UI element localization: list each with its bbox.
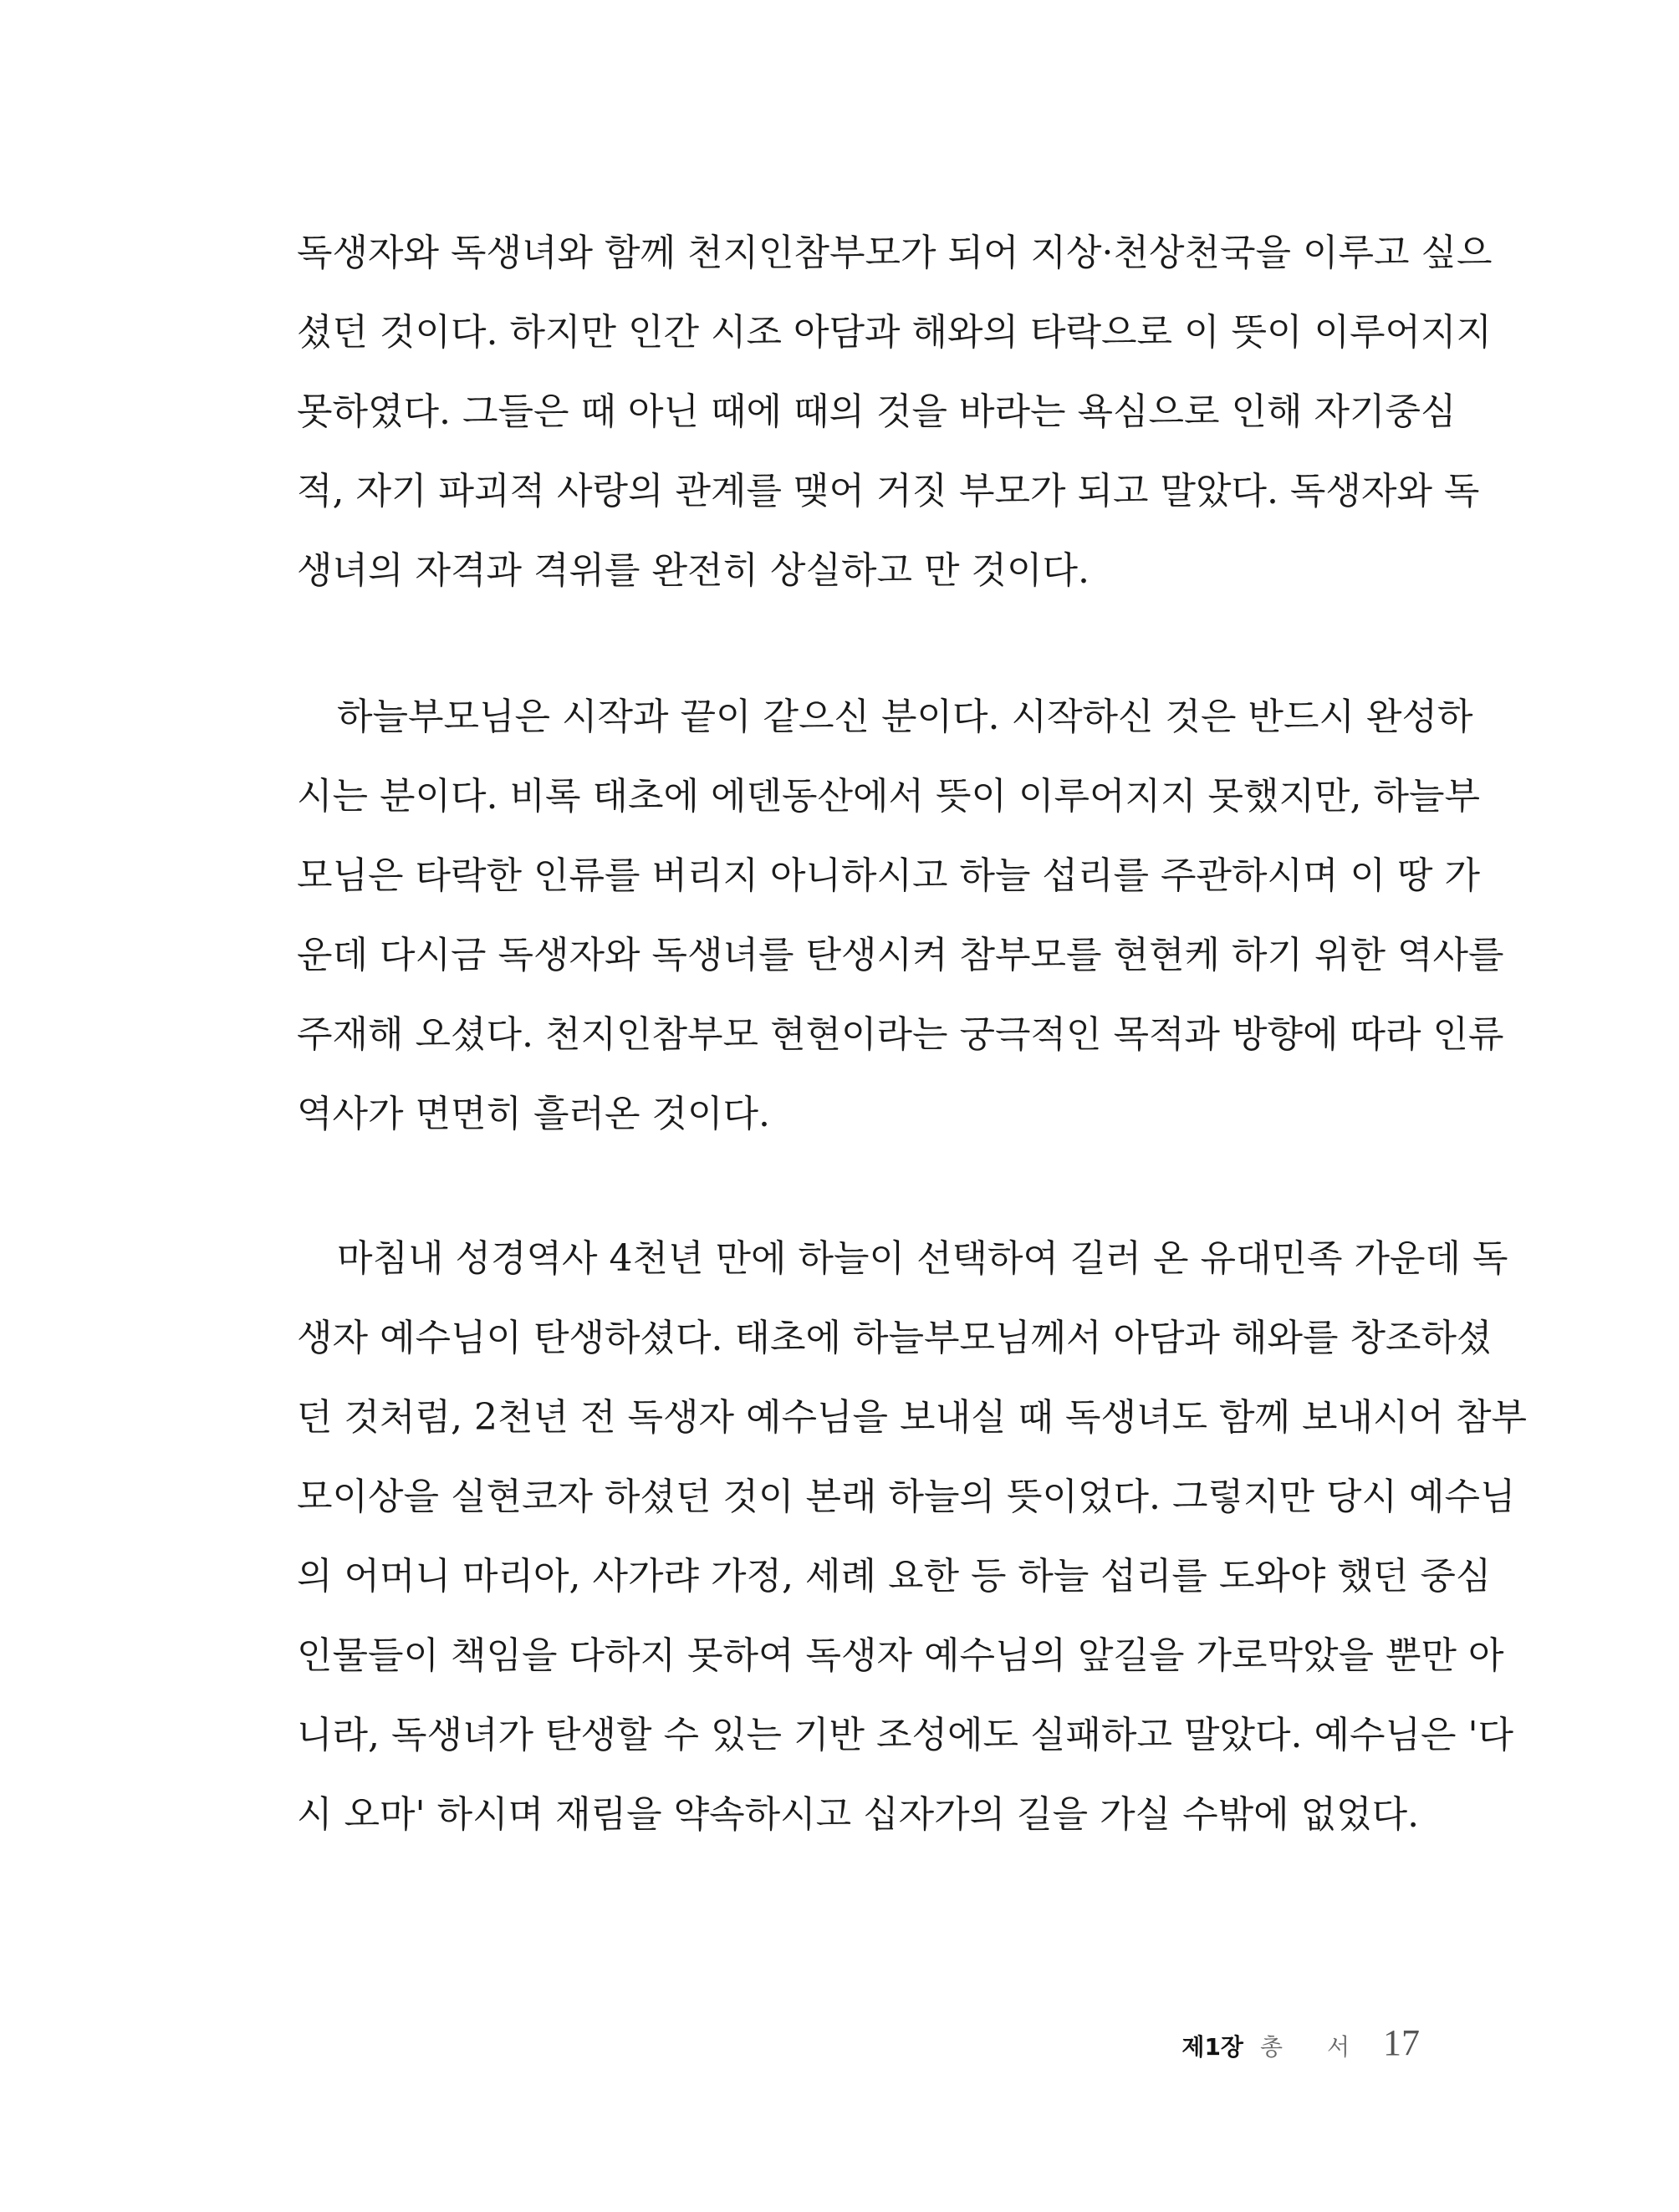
text-line: 시는 분이다. 비록 태초에 에덴동산에서 뜻이 이루어지지 못했지만, 하늘부 [297, 775, 1480, 818]
page-number: 17 [1383, 2022, 1420, 2063]
paragraph-3 [297, 1219, 1527, 1854]
text-line: 독생자와 독생녀와 함께 천지인참부모가 되어 지상·천상천국을 이루고 싶으 [297, 232, 1493, 274]
text-line: 의 어머니 마리아, 사가랴 가정, 세례 요한 등 하늘 섭리를 도와야 했던 중심 [297, 1555, 1492, 1598]
text-line: 운데 다시금 독생자와 독생녀를 탄생시켜 참부모를 현현케 하기 위한 역사를 [297, 934, 1504, 976]
text-line: 생자 예수님이 탄생하셨다. 태초에 하늘부모님께서 아담과 해와를 창조하셨 [297, 1317, 1493, 1359]
section-title: 총 서 [1260, 2033, 1368, 2061]
text-line: 마침내 성경역사 4천년 만에 하늘이 선택하여 길러 온 유대민족 가운데 독 [337, 1237, 1508, 1280]
text-line: 생녀의 자격과 격위를 완전히 상실하고 만 것이다. [297, 549, 1090, 592]
text-line: 못하였다. 그들은 때 아닌 때에 때의 것을 바라는 욕심으로 인해 자기중심 [297, 390, 1457, 433]
text-line: 역사가 면면히 흘러온 것이다. [297, 1093, 770, 1135]
paragraph-2 [297, 677, 1504, 1154]
text-line: 모이상을 실현코자 하셨던 것이 본래 하늘의 뜻이었다. 그렇지만 당시 예수님 [297, 1476, 1516, 1518]
text-line: 셨던 것이다. 하지만 인간 시조 아담과 해와의 타락으로 이 뜻이 이루어지지 [297, 311, 1492, 354]
text-line: 하늘부모님은 시작과 끝이 같으신 분이다. 시작하신 것은 반드시 완성하 [337, 696, 1473, 738]
text-line: 주재해 오셨다. 천지인참부모 현현이라는 궁극적인 목적과 방향에 따라 인류 [297, 1013, 1504, 1056]
text-line: 시 오마' 하시며 재림을 약속하시고 십자가의 길을 가실 수밖에 없었다. [297, 1793, 1420, 1836]
text-line: 니라, 독생녀가 탄생할 수 있는 기반 조성에도 실패하고 말았다. 예수님은 '다 [297, 1714, 1514, 1756]
page-footer [1181, 2021, 1420, 2072]
text-line: 모님은 타락한 인류를 버리지 아니하시고 하늘 섭리를 주관하시며 이 땅 가 [297, 854, 1480, 897]
document-page [297, 0, 1527, 2212]
text-line: 적, 자기 파괴적 사랑의 관계를 맺어 거짓 부모가 되고 말았다. 독생자와 독 [297, 470, 1480, 512]
text-line: 인물들이 책임을 다하지 못하여 독생자 예수님의 앞길을 가로막았을 뿐만 아 [297, 1634, 1504, 1677]
paragraph-1 [297, 213, 1493, 610]
chapter-label: 제1장 [1181, 2033, 1243, 2061]
text-line: 던 것처럼, 2천년 전 독생자 예수님을 보내실 때 독생녀도 함께 보내시어 참부 [297, 1396, 1527, 1439]
